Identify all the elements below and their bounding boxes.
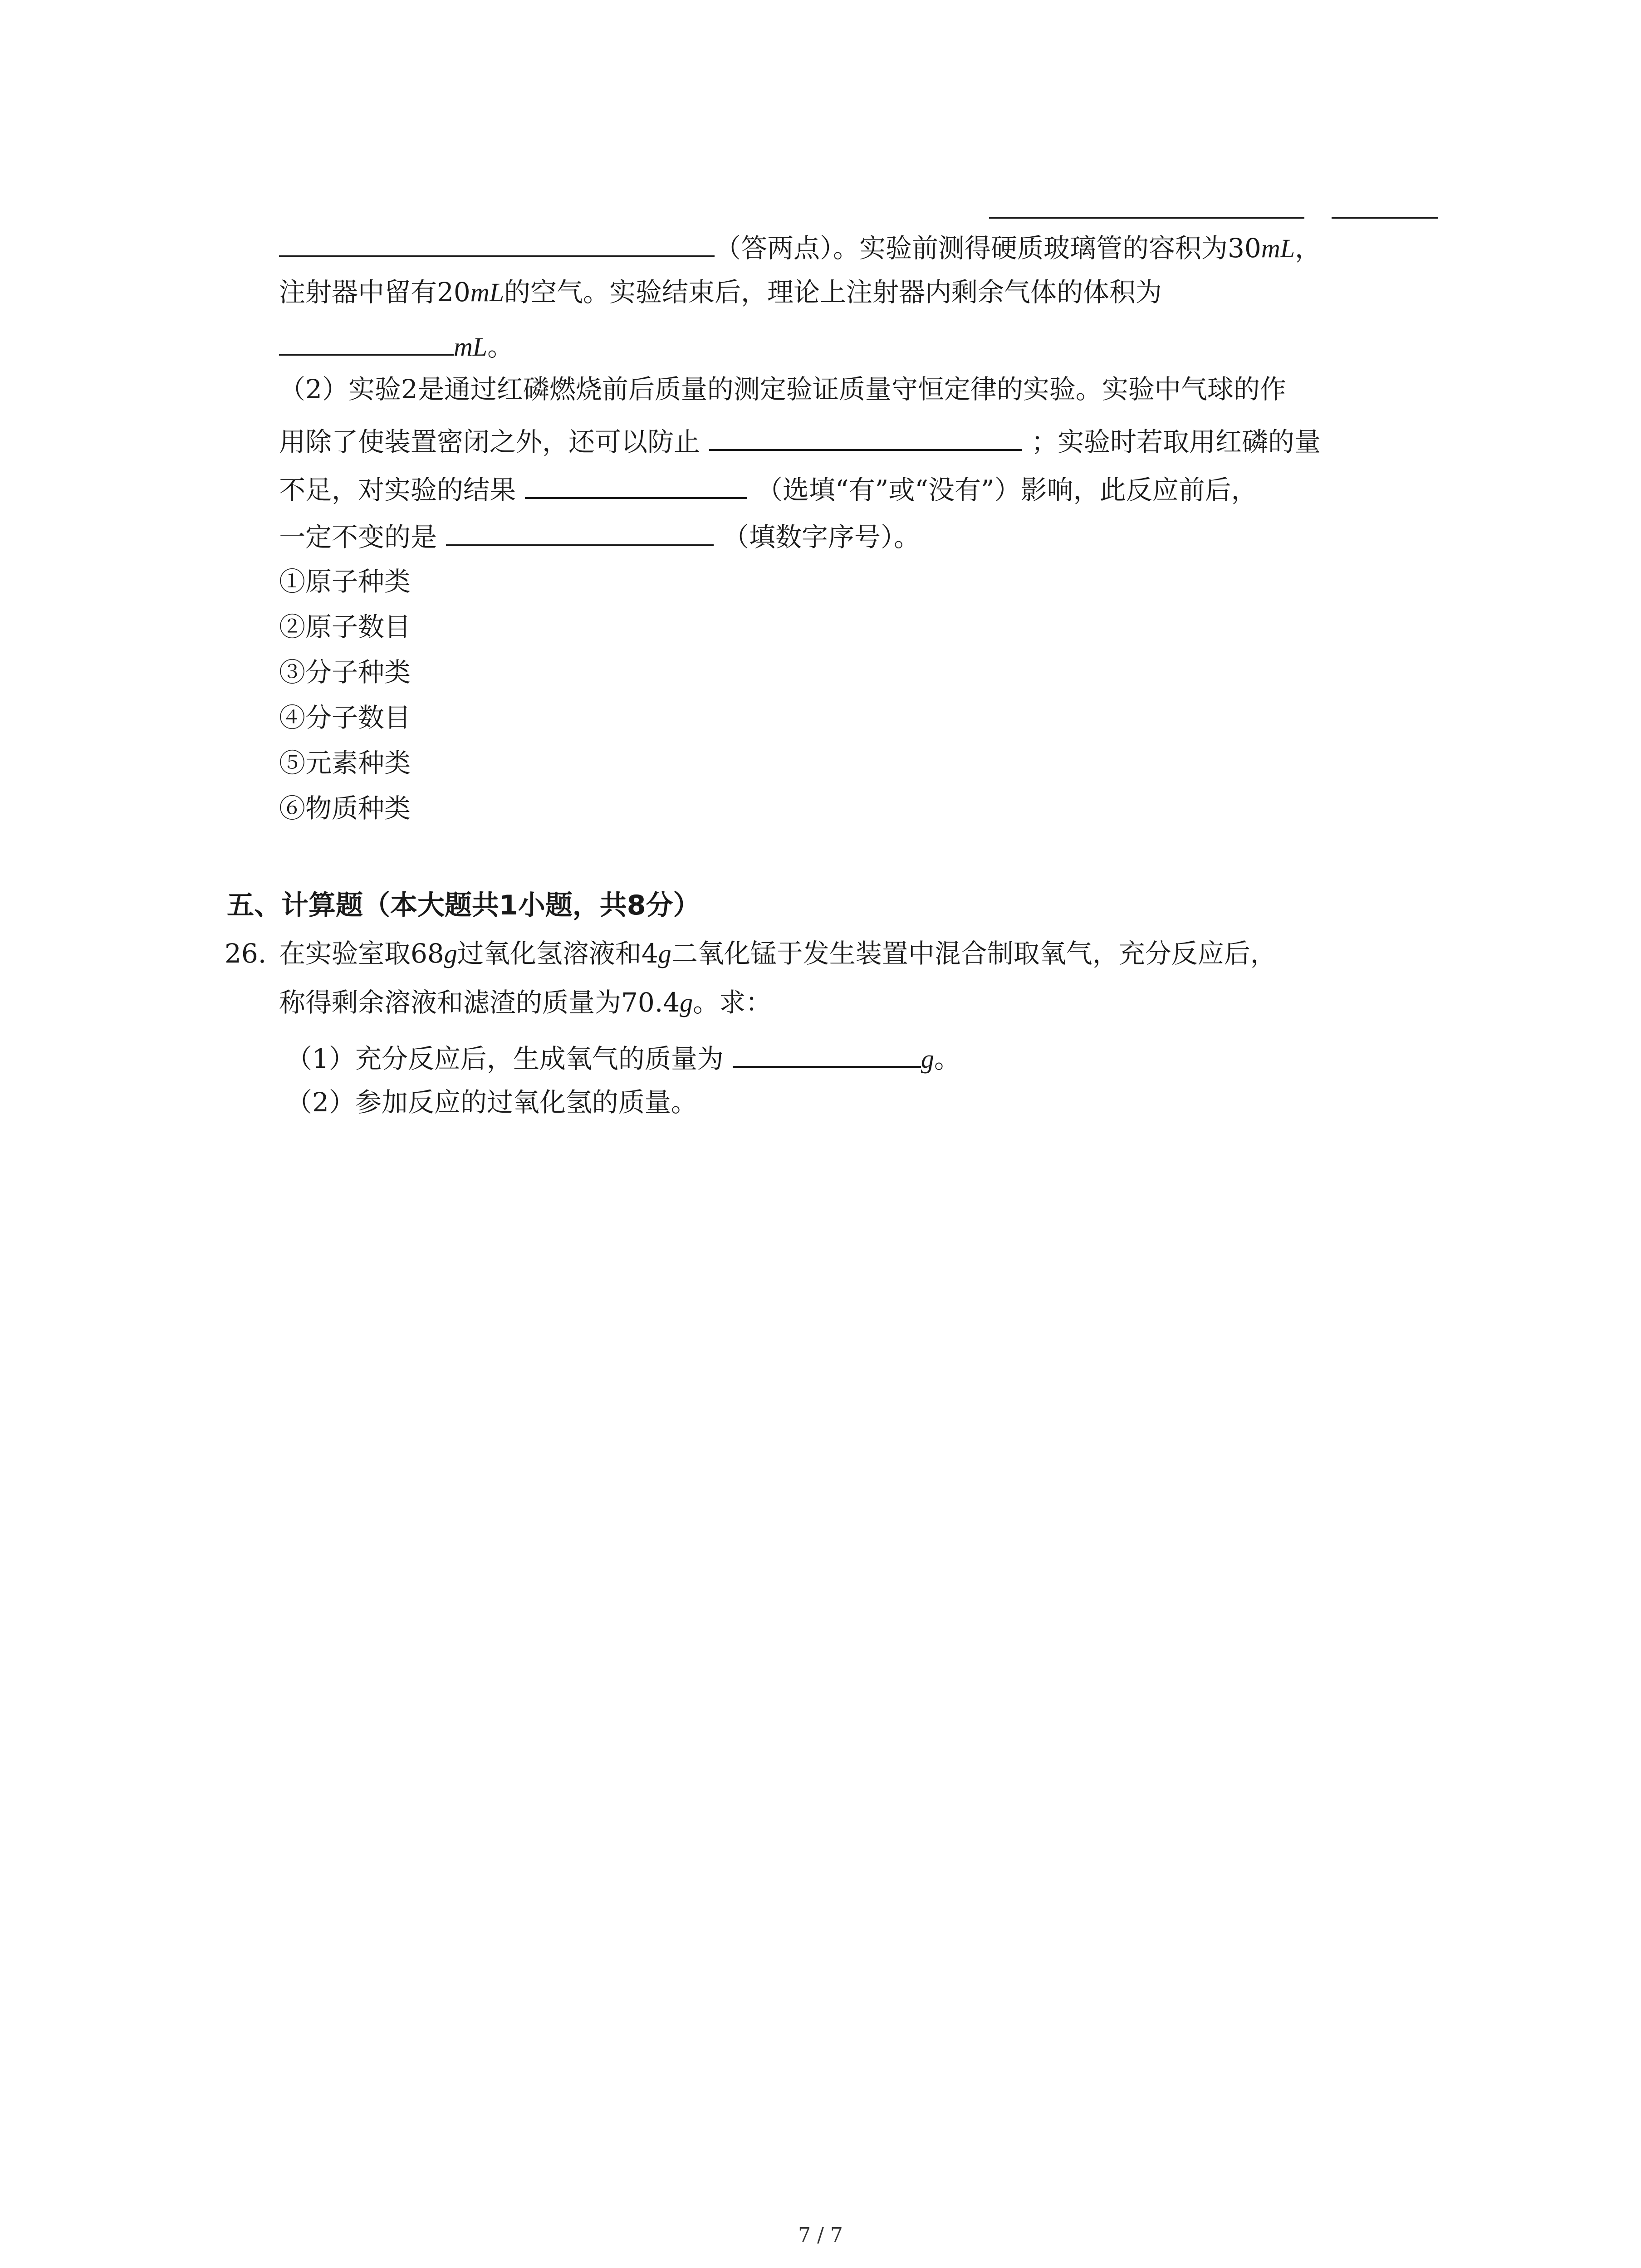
question-number: 26. bbox=[225, 938, 267, 969]
q26-line-2: 称得剩余溶液和滤渣的质量为70.4g。求： bbox=[279, 987, 772, 1018]
q25-line-2: 注射器中留有20mL的空气。实验结束后，理论上注射器内剩余气体的体积为 bbox=[279, 277, 1162, 308]
q25-part2-line-1: （2）实验2是通过红磷燃烧前后质量的测定验证质量守恒定律的实验。实验中气球的作 bbox=[279, 374, 1286, 405]
page-number: 7 / 7 bbox=[798, 2224, 843, 2247]
section-heading: 五、计算题（本大题共1小题，共8分） bbox=[227, 890, 700, 921]
option-item: ③分子种类 bbox=[279, 657, 411, 688]
option-item: ④分子数目 bbox=[279, 702, 411, 733]
q25-part2-line-4: 一定不变的是 （填数字序号）。 bbox=[279, 517, 920, 553]
option-item: ②原子数目 bbox=[279, 611, 411, 642]
option-item: ⑥物质种类 bbox=[279, 793, 411, 824]
q26-line-1: 在实验室取68g过氧化氢溶液和4g二氧化锰于发生装置中混合制取氧气，充分反应后， bbox=[279, 938, 1277, 969]
answer-blank-reasons[interactable] bbox=[279, 228, 715, 257]
q26-sub-1: （1）充分反应后，生成氧气的质量为 g。 bbox=[286, 1039, 960, 1075]
answer-blank-top-2[interactable] bbox=[1332, 217, 1438, 219]
q25-line-1: （答两点）。实验前测得硬质玻璃管的容积为30mL， bbox=[279, 228, 1321, 264]
answer-blank-effect[interactable] bbox=[525, 470, 747, 499]
answer-blank-unchanged[interactable] bbox=[446, 517, 714, 546]
answer-blank-balloon[interactable] bbox=[709, 422, 1022, 451]
answer-blank-oxygen-mass[interactable] bbox=[733, 1039, 921, 1068]
answer-blank-volume[interactable] bbox=[279, 327, 454, 356]
q25-part2-line-3: 不足，对实验的结果 （选填“有”或“没有”）影响，此反应前后， bbox=[279, 470, 1258, 506]
q26-sub-2: （2）参加反应的过氧化氢的质量。 bbox=[286, 1087, 697, 1118]
answer-blank-top-1[interactable] bbox=[989, 217, 1304, 219]
option-item: ①原子种类 bbox=[279, 566, 411, 597]
q25-part2-line-2: 用除了使装置密闭之外，还可以防止 ；实验时若取用红磷的量 bbox=[279, 422, 1321, 458]
option-item: ⑤元素种类 bbox=[279, 748, 411, 778]
q25-line-3: mL。 bbox=[279, 327, 514, 363]
